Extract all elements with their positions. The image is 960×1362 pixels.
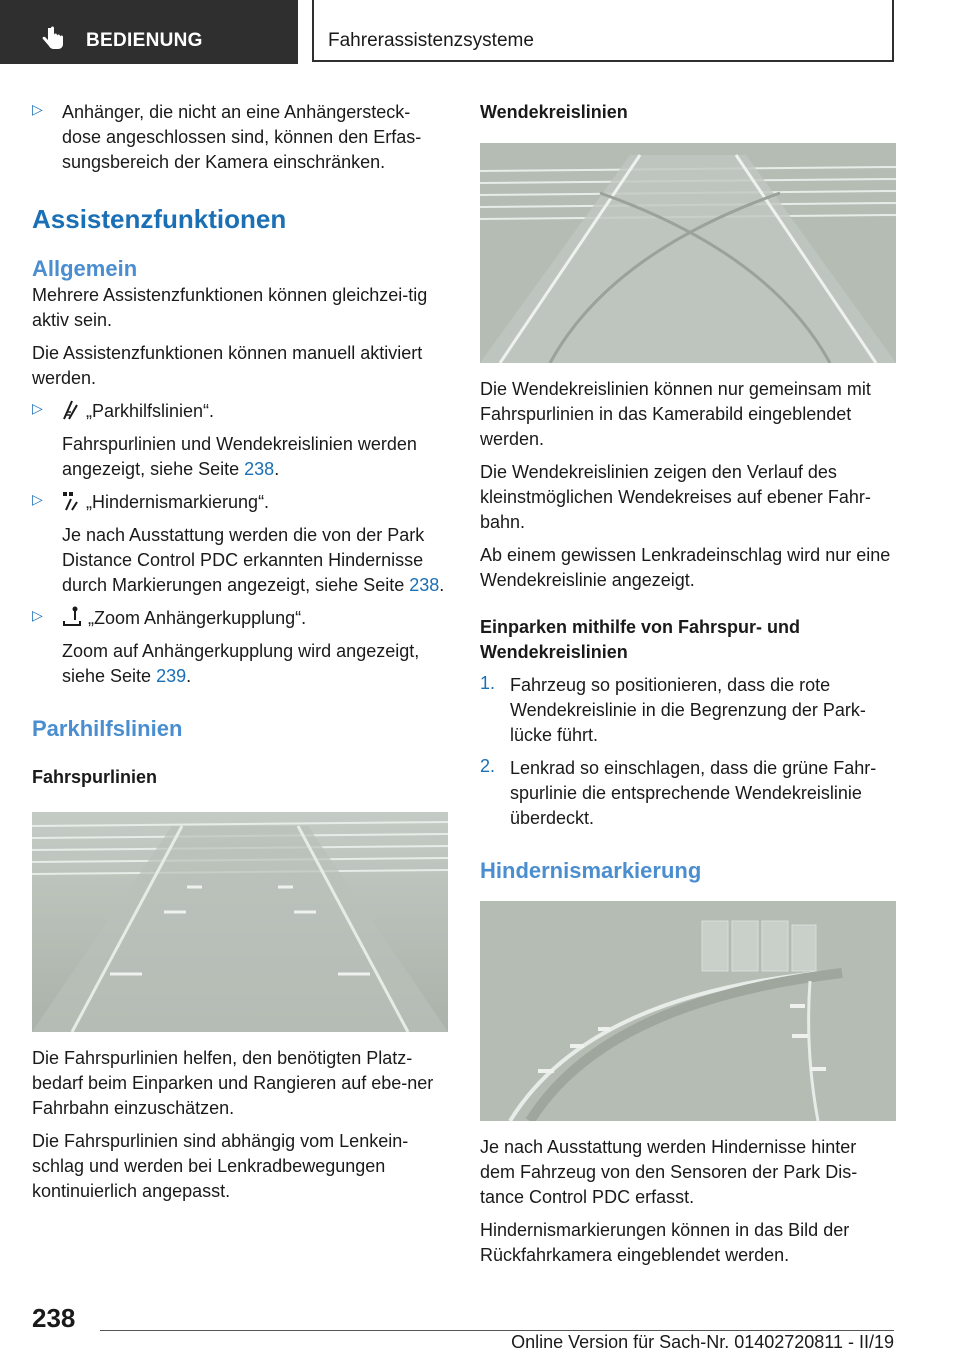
paragraph: Die Assistenzfunktionen können manuell aktiviert werden. bbox=[32, 343, 423, 388]
page-link[interactable]: 238 bbox=[244, 459, 275, 479]
heading-wendekreislinien: Wendekreislinien bbox=[480, 102, 628, 122]
obstacle-marking-icon bbox=[62, 490, 80, 512]
list-item: ▷ „Hindernismarkierung“. Je nach Ausstattung werden die von der Park Distance Control PDC erkannten Hindernisse durch Markierungen angezeigt, siehe Seite 238. bbox=[32, 491, 445, 595]
intro-item-text: Anhänger, die nicht an eine Anhängersteck-dose angeschlossen sind, können den Erfas-sungsbereich der Kamera einschränken. bbox=[62, 102, 422, 172]
step-number: 1. bbox=[480, 673, 496, 693]
heading-parkhilfslinien: Parkhilfslinien bbox=[32, 716, 183, 741]
triangle-bullet-icon: ▷ bbox=[32, 400, 43, 416]
step-text: Fahrzeug so positionieren, dass die rote Wendekreislinie in die Begrenzung der Park-lücke führt. bbox=[510, 675, 866, 745]
item-text: Fahrspurlinien und Wendekreislinien werden angezeigt, siehe Seite bbox=[62, 434, 417, 479]
heading-einparken: Einparken mithilfe von Fahrspur- und Wendekreislinien bbox=[480, 617, 801, 662]
footer-divider bbox=[100, 1330, 894, 1331]
footer-version: Online Version für Sach-Nr. 01402720811 - II/19 bbox=[511, 1332, 894, 1352]
section-label: BEDIENUNG bbox=[86, 30, 203, 51]
item-title: „Zoom Anhängerkupplung“. bbox=[88, 608, 307, 628]
parking-lines-icon bbox=[62, 399, 80, 421]
paragraph: Die Fahrspurlinien helfen, den benötigten Platz-bedarf beim Einparken und Rangieren auf ebe-ner Fahrbahn einzuschätzen. bbox=[32, 1048, 434, 1118]
triangle-bullet-icon: ▷ bbox=[32, 607, 43, 623]
triangle-bullet-icon: ▷ bbox=[32, 101, 43, 117]
right-column bbox=[480, 100, 896, 1268]
obstacle-marking-figure bbox=[480, 901, 896, 1121]
heading-hindernismarkierung: Hindernismarkierung bbox=[480, 858, 702, 883]
heading-fahrspurlinien: Fahrspurlinien bbox=[32, 767, 158, 787]
list-item: ▷ „Parkhilfslinien“. Fahrspurlinien und Wendekreislinien werden angezeigt, siehe Seite 238. bbox=[32, 400, 417, 479]
section-tab bbox=[0, 0, 298, 64]
item-text: Je nach Ausstattung werden die von der Park Distance Control PDC erkannten Hindernisse durch Markierungen angezeigt, siehe Seite bbox=[62, 525, 425, 595]
page-link[interactable]: 238 bbox=[409, 575, 440, 595]
hand-icon bbox=[40, 26, 66, 52]
paragraph: Ab einem gewissen Lenkradeinschlag wird nur eine Wendekreislinie angezeigt. bbox=[480, 545, 891, 590]
triangle-bullet-icon: ▷ bbox=[32, 491, 43, 507]
paragraph: Die Fahrspurlinien sind abhängig vom Lenkein-schlag und werden bei Lenkradbewegungen kontinuierlich angepasst. bbox=[32, 1131, 409, 1201]
step-number: 2. bbox=[480, 756, 496, 776]
left-column bbox=[32, 100, 448, 1204]
list-item bbox=[32, 100, 448, 175]
list-item: ▷ „Zoom Anhängerkupplung“. Zoom auf Anhängerkupplung wird angezeigt, siehe Seite 239. bbox=[32, 607, 420, 686]
step-text: Lenkrad so einschlagen, dass die grüne Fahr-spurlinie die entsprechende Wendekreislinie überdeckt. bbox=[510, 758, 877, 828]
turning-circle-figure bbox=[480, 143, 896, 363]
paragraph: Die Wendekreislinien können nur gemeinsam mit Fahrspurlinien in das Kamerabild eingeblendet werden. bbox=[480, 379, 871, 449]
heading-assistenzfunktionen: Assistenzfunktionen bbox=[32, 204, 287, 234]
item-text: Zoom auf Anhängerkupplung wird angezeigt, siehe Seite bbox=[62, 641, 420, 686]
paragraph: Hindernismarkierungen können in das Bild der Rückfahrkamera eingeblendet werden. bbox=[480, 1220, 850, 1265]
tow-hitch-icon bbox=[62, 606, 82, 628]
lane-lines-figure bbox=[32, 812, 448, 1032]
paragraph: Je nach Ausstattung werden Hindernisse hinter dem Fahrzeug von den Sensoren der Park Dis-tance Control PDC erfasst. bbox=[480, 1137, 858, 1207]
paragraph: Mehrere Assistenzfunktionen können gleichzei-tig aktiv sein. bbox=[32, 285, 428, 330]
item-title: „Hindernismarkierung“. bbox=[86, 492, 270, 512]
list-item bbox=[480, 673, 896, 748]
chapter-box bbox=[312, 0, 894, 62]
page-link[interactable]: 239 bbox=[156, 666, 187, 686]
item-title: „Parkhilfslinien“. bbox=[86, 401, 215, 421]
list-item bbox=[480, 756, 896, 831]
chapter-label: Fahrerassistenzsysteme bbox=[328, 30, 534, 51]
heading-allgemein: Allgemein bbox=[32, 256, 138, 281]
paragraph: Die Wendekreislinien zeigen den Verlauf des kleinstmöglichen Wendekreises auf ebener Fahr-bahn. bbox=[480, 462, 871, 532]
page-number: 238 bbox=[32, 1303, 76, 1333]
